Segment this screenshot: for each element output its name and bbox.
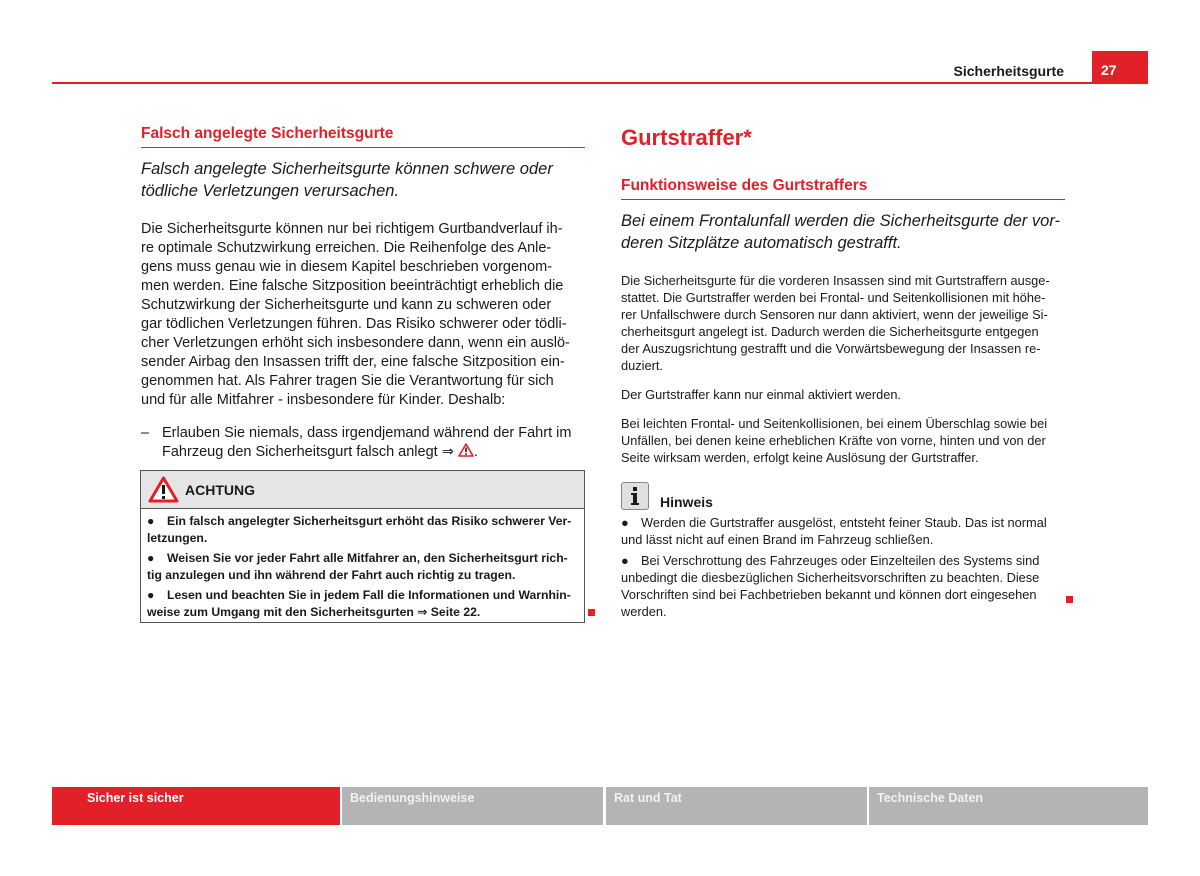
warning-body <box>141 509 584 621</box>
footer-tab-rat-und-tat[interactable]: Rat und Tat <box>606 787 867 825</box>
header-rule <box>52 82 1148 84</box>
lead-text-right: Bei einem Frontalunfall werden die Sicherheitsgurte der vor- deren Sitzplätze automatisch gestrafft. <box>621 212 1061 252</box>
warning-triangle-icon[interactable] <box>458 443 474 457</box>
section-heading-funktionsweise: Funktionsweise des Gurtstraffers <box>621 177 1065 200</box>
paragraph-right-2: Der Gurtstraffer kann nur einmal aktiviert werden. <box>621 387 901 402</box>
warning-box <box>140 470 585 623</box>
dash-marker: – <box>141 425 150 441</box>
footer-tab-sicher-ist-sicher[interactable]: Sicher ist sicher <box>52 787 340 825</box>
chapter-title: Sicherheitsgurte <box>953 63 1064 79</box>
lead-text-left: Falsch angelegte Sicherheitsgurte können schwere oder tödliche Verletzungen verursachen. <box>141 160 553 200</box>
note-item: ● Bei Verschrottung des Fahrzeuges oder Einzelteilen des Systems sind unbedingt die diesbezüglichen Sicherheitsvorschriften zu beachten. Diese Vorschriften sind bei Fachbetrieben bekannt und können dort eingesehen werden. <box>621 553 1040 619</box>
warning-item: ● Lesen und beachten Sie in jedem Fall die Informationen und Warnhin- weise zum Umgang mit den Sicherheitsgurten ⇒ Seite 22. <box>147 588 571 619</box>
warning-label: ACHTUNG <box>185 481 255 498</box>
page-number: 27 <box>1092 51 1148 84</box>
warning-item: ● Ein falsch angelegter Sicherheitsgurt erhöht das Risiko schwerer Ver- letzungen. <box>147 514 572 545</box>
chapter-heading-gurtstraffer: Gurtstraffer* <box>621 125 752 150</box>
end-of-section-marker <box>1066 596 1073 603</box>
note-label: Hinweis <box>660 494 713 510</box>
paragraph-left: Die Sicherheitsgurte können nur bei richtigem Gurtbandverlauf ih- re optimale Schutzwirkung erreichen. Die Reihenfolge des Anle- gens muss genau wie in diesem Kapitel beschrieben vorgenom- men werden. Eine falsche Sitzposition beeinträchtigt erheblich die Schutzwirkung der Sicherheitsgurte und kann zu schweren oder gar tödlichen Verletzungen führen. Das Risiko schwerer oder tödli- cher Verletzungen erhöht sich insbesondere dann, wenn ein auslö- sender Airbag den Insassen trifft der, eine falsche Sitzposition ein- genommen hat. Als Fahrer tragen Sie die Verantwortung für sich und für alle Mitfahrer - insbesondere für Kinder. Deshalb: <box>141 221 570 408</box>
section-heading-falsch: Falsch angelegte Sicherheitsgurte <box>141 125 585 148</box>
footer-tab-technische-daten[interactable]: Technische Daten <box>869 787 1148 825</box>
paragraph-right-1: Die Sicherheitsgurte für die vorderen Insassen sind mit Gurtstraffern ausge- stattet. Die Gurtstraffer werden bei Frontal- und Seitenkollisionen mit höhe- rer Unfallschwere durch Sensoren nur dann aktiviert, wenn der jeweilige Si- cherheitsgurt angelegt ist. Dadurch werden die Sicherheitsgurte entgegen der Auszugsrichtung gestrafft und die Vorwärtsbewegung der Insassen re- duziert. <box>621 273 1050 373</box>
left-column <box>141 125 585 462</box>
footer-tab-bedienungshinweise[interactable]: Bedienungshinweise <box>342 787 603 825</box>
instruction-item: – Erlauben Sie niemals, dass irgendjemand während der Fahrt im Fahrzeug den Sicherheitsgurt falsch anlegt ⇒ . <box>141 425 572 460</box>
paragraph-right-3: Bei leichten Frontal- und Seitenkollisionen, bei einem Überschlag sowie bei Unfällen, bei denen keine erheblichen Kräfte von vorne, hinten und von der Seite wirksam werden, erfolgt keine Auslösung der Gurtstraffer. <box>621 416 1048 465</box>
warning-triangle-icon <box>148 476 179 503</box>
warning-header <box>141 471 584 509</box>
end-of-section-marker <box>588 609 595 616</box>
right-column <box>621 125 1065 620</box>
warning-item: ● Weisen Sie vor jeder Fahrt alle Mitfahrer an, den Sicherheitsgurt rich- tig anzulegen und ihn während der Fahrt auch richtig zu tragen. <box>147 551 568 582</box>
note-item: ● Werden die Gurtstraffer ausgelöst, entsteht feiner Staub. Das ist normal und lässt nicht auf einen Brand im Fahrzeug schließen. <box>621 515 1047 547</box>
note-header <box>621 482 1065 510</box>
info-icon <box>621 482 649 510</box>
